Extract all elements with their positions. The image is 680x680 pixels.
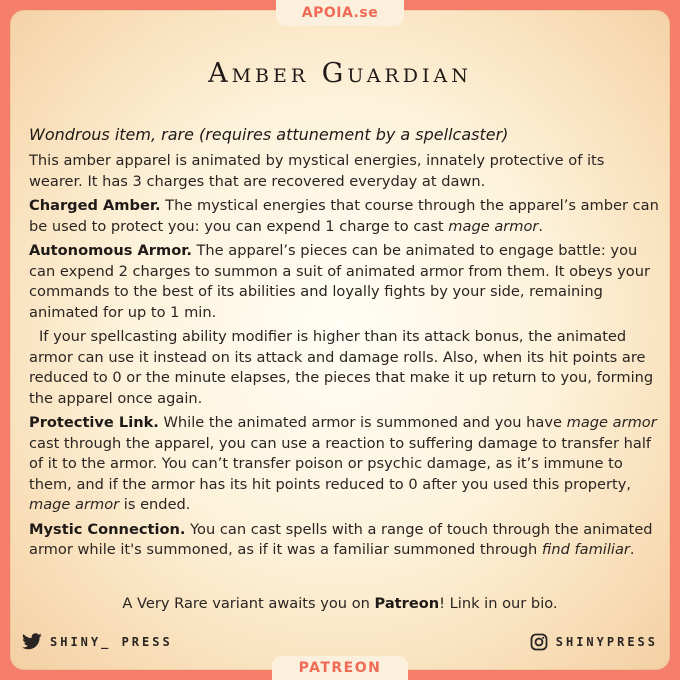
item-description [29, 124, 659, 565]
charged-amber-spell: mage armor [448, 217, 539, 235]
protective-link-text-3: is ended. [119, 496, 191, 513]
item-subtitle: Wondrous item, rare (requires attunement by a spellcaster) [29, 125, 509, 144]
instagram-handle: SHINYPRESS [555, 635, 658, 649]
protective-link-spell-1: mage armor [566, 414, 657, 431]
patreon-promo [0, 595, 680, 612]
mystic-connection-paragraph [29, 520, 659, 561]
bottom-brand-tab [272, 656, 408, 680]
autonomous-armor-name: Autonomous Armor. [29, 242, 192, 259]
protective-link-text-1: While the animated armor is summoned and you have [158, 414, 567, 431]
promo-before: A Very Rare variant awaits you on [122, 595, 375, 612]
instagram-icon [530, 633, 548, 651]
protective-link-text-2: cast through the apparel, you can use a reaction to suffering damage to transfer half of it to the armor. You can’t transfer poison or psychic damage, as it’s immune to them, and if the armor has its hit points reduced to 0 after you used this property, [29, 434, 652, 493]
twitter-handle: SHINY_ PRESS [50, 634, 173, 649]
promo-after: ! Link in our bio. [439, 595, 558, 612]
mystic-connection-end: . [629, 541, 635, 558]
intro-paragraph: This amber apparel is animated by mystical energies, innately protective of its wearer. It has 3 charges that are recovered everyday at dawn. [29, 152, 605, 190]
mystic-connection-name: Mystic Connection. [29, 520, 186, 538]
autonomous-armor-paragraph [29, 241, 659, 323]
patreon-brand: PATREON [298, 660, 382, 676]
protective-link-paragraph [29, 413, 659, 516]
charged-amber-end: . [538, 217, 544, 235]
mystic-connection-spell: find familiar [541, 541, 630, 558]
charged-amber-text: The mystical energies that course through the apparel’s amber can be used to protect you: you can expend 1 charge to cast [29, 197, 659, 235]
top-brand-tab [276, 0, 404, 26]
protective-link-spell-2: mage armor [29, 496, 120, 513]
mystic-connection-text: You can cast spells with a range of touch through the animated armor while it's summoned, as if it was a familiar summoned through [29, 520, 653, 558]
autonomous-armor-text: The apparel’s pieces can be animated to engage battle: you can expend 2 charges to summon a suit of animated armor from them. It obeys your commands to the best of its abilities and loyally fights by your side, remaining animated for up to 1 min. [29, 242, 650, 321]
apoia-brand: APOIA.se [301, 5, 379, 21]
autonomous-armor-paragraph-2: If your spellcasting ability modifier is higher than its attack bonus, the animated armor can use it instead on its attack and damage rolls. Also, when its hit points are reduced to 0 or the minute elapses, the pieces that make it up return to you, forming the apparel once again. [29, 328, 654, 407]
charged-amber-paragraph [29, 196, 659, 237]
twitter-bird-icon [22, 633, 42, 650]
item-title: Amber Guardian [208, 58, 472, 89]
patreon-link[interactable]: Patreon [374, 595, 440, 612]
charged-amber-name: Charged Amber. [29, 197, 161, 214]
twitter-handle-block[interactable] [22, 633, 173, 650]
protective-link-name: Protective Link. [29, 414, 159, 431]
instagram-handle-block[interactable] [530, 633, 658, 651]
